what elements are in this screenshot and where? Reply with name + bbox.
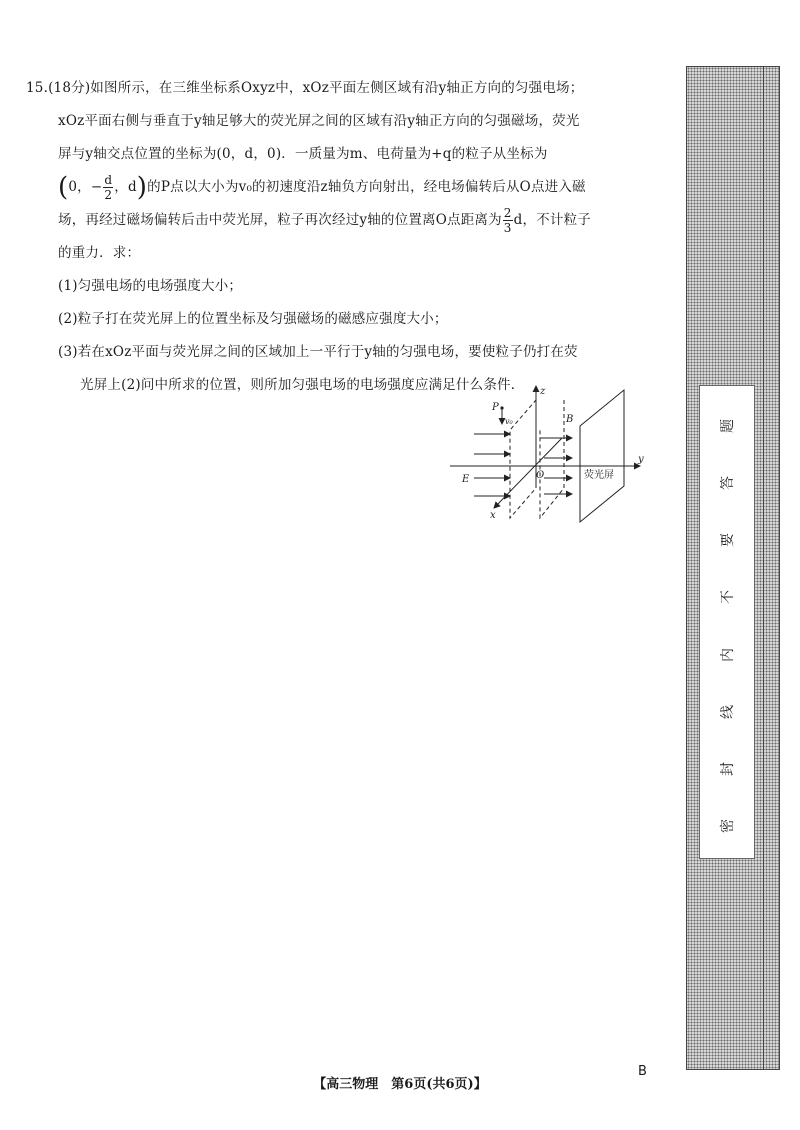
question-3-line-1: (3)若在xOz平面与荧光屏之间的区域加上一平行于y轴的匀强电场，要使粒子仍打在荧 [58,344,578,360]
problem-15 [26,72,654,402]
seal-strip-text-box [699,385,755,859]
label-v0: v₀ [505,417,513,426]
magnetic-region-plane-dashed [540,400,564,518]
seal-char: 答 [720,476,736,491]
label-e: E [462,474,470,485]
p-coord-open: 0，− [68,179,103,195]
seal-char: 内 [720,647,736,662]
problem-line-5: 场，再经过磁场偏转后击中荧光屏，粒子再次经过y轴的位置离O点距离为 $\frac{2}{3}$ d，不计粒子 [58,206,591,235]
seal-char: 封 [720,761,736,776]
seal-warning-text [700,386,754,858]
problem-text-1: 如图所示，在三维坐标系Oxyz中，xOz平面左侧区域有沿y轴正方向的匀强电场； [90,80,584,96]
seal-char: 题 [720,419,736,433]
point-p [500,406,503,409]
label-y: y [638,454,644,465]
xoz-plane-dashed [510,400,536,518]
label-b: B [566,414,574,425]
label-z: z [540,386,546,397]
problem-number: 15. [26,80,49,96]
problem-line-4: (0，− $\frac{d}{2}$ ，d)的P点以大小为v₀的初速度沿z轴负方向射出，经电场偏转后从O点进入磁 [58,172,586,203]
field-diagram [444,378,656,538]
seal-char: 线 [720,704,736,719]
problem-line-6: 的重力．求： [58,245,141,261]
paper-variant: B [638,1064,647,1079]
problem-text-4: 的P点以大小为v₀的初速度沿z轴负方向射出，经电场偏转后从O点进入磁 [147,179,586,195]
label-p: P [492,402,499,413]
problem-line-3: 屏与y轴交点位置的坐标为(0，d，0)．一质量为m、电荷量为+q的粒子从坐标为 [58,146,548,162]
question-3-line-2: 光屏上(2)问中所求的位置，则所加匀强电场的电场强度应满足什么条件． [80,377,525,393]
p-coord-close: ，d [114,179,137,195]
problem-score: (18分) [48,80,91,96]
label-o: O [536,470,545,481]
seal-char: 不 [720,590,736,605]
seal-char: 密 [720,818,736,833]
question-2: (2)粒子打在荧光屏上的位置坐标及匀强磁场的磁感应强度大小； [58,311,448,327]
seal-strip [686,66,780,1070]
question-1: (1)匀强电场的电场强度大小； [58,278,243,294]
problem-line-2: xOz平面右侧与垂直于y轴足够大的荧光屏之间的区域有沿y轴正方向的匀强磁场，荧光 [58,113,580,129]
label-screen: 荧光屏 [584,470,614,481]
fluorescent-screen [580,390,624,522]
seal-char: 要 [720,533,736,548]
distance-fraction: $\frac{2}{3}$ [503,206,512,235]
page-footer: 【高三物理 第6页(共6页)】 [313,1077,487,1092]
problem-line-1 [26,72,654,105]
label-x: x [490,510,496,521]
p-coord-fraction: $\frac{d}{2}$ [104,173,113,202]
